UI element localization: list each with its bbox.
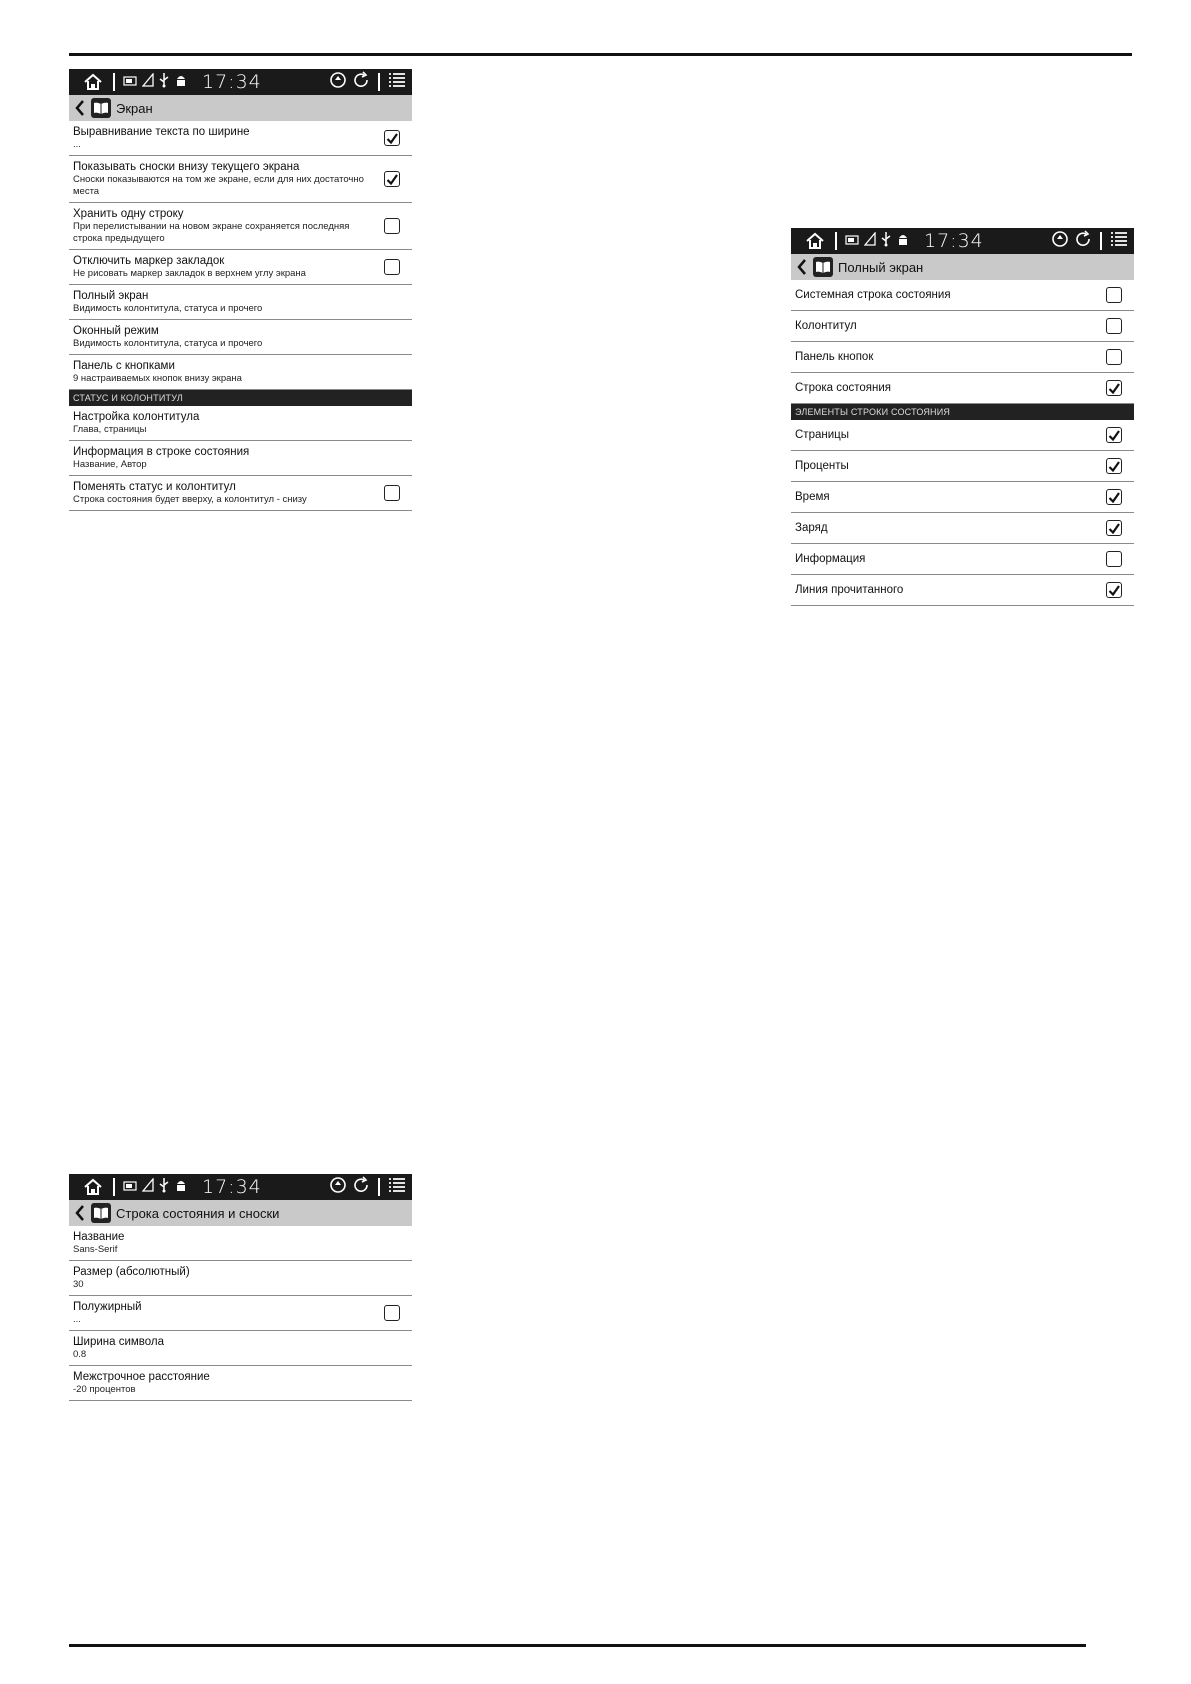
checkbox-checked[interactable] <box>1106 380 1122 396</box>
settings-row[interactable] <box>791 280 1134 311</box>
settings-row[interactable] <box>69 1261 412 1296</box>
checkbox-unchecked[interactable] <box>384 485 400 501</box>
settings-row[interactable] <box>791 311 1134 342</box>
checkbox-unchecked[interactable] <box>1106 349 1122 365</box>
page-bottom-rule <box>69 1644 1086 1647</box>
row-subtitle: Не рисовать маркер закладок в верхнем углу экрана <box>73 268 306 279</box>
row-subtitle: -20 процентов <box>73 1384 136 1395</box>
section-header: СТАТУС И КОЛОНТИТУЛ <box>69 390 412 406</box>
checkbox-unchecked[interactable] <box>1106 318 1122 334</box>
row-subtitle: 30 <box>73 1279 84 1290</box>
book-icon <box>813 257 833 277</box>
page-title: Строка состояния и сноски <box>116 1205 280 1221</box>
row-title: Проценты <box>795 460 849 472</box>
row-title: Страницы <box>795 429 849 441</box>
row-title: Выравнивание текста по ширине <box>73 126 250 138</box>
row-text <box>73 254 376 280</box>
row-text <box>795 288 1098 302</box>
chevron-left-icon[interactable] <box>75 1204 87 1222</box>
android-debug-icon <box>174 1178 188 1197</box>
row-text <box>795 552 1098 566</box>
page-title: Экран <box>116 100 153 116</box>
row-subtitle: Строка состояния будет вверху, а колонтитул - снизу <box>73 494 307 505</box>
row-text <box>73 1335 412 1361</box>
row-subtitle: Название, Автор <box>73 459 147 470</box>
row-subtitle: Sans-Serif <box>73 1244 118 1255</box>
row-subtitle: ... <box>73 1314 81 1325</box>
settings-row[interactable] <box>791 420 1134 451</box>
sd-card-icon <box>123 1178 137 1196</box>
android-debug-icon <box>896 232 910 251</box>
settings-row[interactable] <box>69 285 412 320</box>
refresh-icon[interactable] <box>352 1176 370 1199</box>
settings-row[interactable] <box>69 1366 412 1401</box>
system-status-bar <box>69 69 412 95</box>
checkbox-checked[interactable] <box>1106 489 1122 505</box>
screen-title-bar <box>69 95 412 121</box>
status-time: 17:34 <box>202 71 262 93</box>
checkbox-unchecked[interactable] <box>384 259 400 275</box>
row-text <box>73 1265 412 1291</box>
checkbox-unchecked[interactable] <box>1106 551 1122 567</box>
row-title: Полный экран <box>73 290 149 302</box>
settings-row[interactable] <box>69 1296 412 1331</box>
row-title: Межстрочное расстояние <box>73 1371 210 1383</box>
row-text <box>73 480 376 506</box>
settings-row[interactable] <box>791 575 1134 606</box>
row-text <box>73 359 412 385</box>
row-title: Ширина символа <box>73 1336 165 1348</box>
row-text <box>73 125 376 151</box>
page-title: Полный экран <box>838 259 924 275</box>
status-separator <box>1100 232 1102 250</box>
row-text <box>795 428 1098 442</box>
settings-row[interactable] <box>791 544 1134 575</box>
row-text <box>795 583 1098 597</box>
status-time: 17:34 <box>202 1176 262 1198</box>
checkbox-checked[interactable] <box>1106 582 1122 598</box>
row-title: Заряд <box>795 522 828 534</box>
usb-icon <box>159 1177 169 1198</box>
row-title: Размер (абсолютный) <box>73 1266 190 1278</box>
checkbox-checked[interactable] <box>1106 458 1122 474</box>
settings-row[interactable] <box>791 373 1134 404</box>
screen-fullscreen-settings <box>791 228 1134 606</box>
row-title: Настройка колонтитула <box>73 411 200 423</box>
refresh-icon[interactable] <box>352 71 370 94</box>
row-text <box>73 1370 412 1396</box>
rotate-lock-icon[interactable] <box>1051 230 1069 253</box>
row-title: Отключить маркер закладок <box>73 255 225 267</box>
signal-icon <box>864 232 876 251</box>
row-title: Время <box>795 491 830 503</box>
row-title: Строка состояния <box>795 382 892 394</box>
settings-row[interactable] <box>69 355 412 390</box>
status-separator <box>113 73 115 91</box>
settings-row[interactable] <box>791 482 1134 513</box>
refresh-icon[interactable] <box>1074 230 1092 253</box>
row-subtitle: 0.8 <box>73 1349 87 1360</box>
chevron-left-icon[interactable] <box>797 258 809 276</box>
row-text <box>795 490 1098 504</box>
settings-row[interactable] <box>791 342 1134 373</box>
status-separator <box>378 1178 380 1196</box>
settings-row[interactable] <box>69 250 412 285</box>
rotate-lock-icon[interactable] <box>329 1176 347 1199</box>
checkbox-checked[interactable] <box>384 130 400 146</box>
screen-title-bar <box>69 1200 412 1226</box>
section-header: ЭЛЕМЕНТЫ СТРОКИ СОСТОЯНИЯ <box>791 404 1134 420</box>
settings-row[interactable] <box>69 476 412 511</box>
usb-icon <box>881 231 891 252</box>
row-title: Полужирный <box>73 1301 142 1313</box>
status-separator <box>113 1178 115 1196</box>
page-top-rule <box>69 53 1132 56</box>
row-title: Показывать сноски внизу текущего экрана <box>73 161 300 173</box>
checkbox-unchecked[interactable] <box>1106 287 1122 303</box>
row-text <box>795 350 1098 364</box>
android-debug-icon <box>174 73 188 92</box>
row-title: Линия прочитанного <box>795 584 904 596</box>
row-title: Название <box>73 1231 125 1243</box>
row-text <box>73 324 412 350</box>
settings-row[interactable] <box>69 121 412 156</box>
settings-row[interactable] <box>69 203 412 250</box>
rotate-lock-icon[interactable] <box>329 71 347 94</box>
system-status-bar <box>791 228 1134 254</box>
row-subtitle: Глава, страницы <box>73 424 147 435</box>
screen-title-bar <box>791 254 1134 280</box>
settings-row[interactable] <box>791 451 1134 482</box>
row-text <box>73 445 412 471</box>
row-subtitle: При перелистывании на новом экране сохраняется последняя строка предыдущего <box>73 221 350 244</box>
row-text <box>73 207 376 245</box>
checkbox-unchecked[interactable] <box>384 1305 400 1321</box>
row-title: Панель с кнопками <box>73 360 175 372</box>
home-icon[interactable] <box>83 72 103 92</box>
row-text <box>795 459 1098 473</box>
usb-icon <box>159 72 169 93</box>
home-icon[interactable] <box>805 231 825 251</box>
settings-row[interactable] <box>69 156 412 203</box>
settings-row[interactable] <box>69 320 412 355</box>
row-subtitle: Видимость колонтитула, статуса и прочего <box>73 303 263 314</box>
menu-icon[interactable] <box>388 1177 406 1198</box>
system-status-bar <box>69 1174 412 1200</box>
row-title: Системная строка состояния <box>795 289 951 301</box>
signal-icon <box>142 73 154 92</box>
row-subtitle: ... <box>73 139 81 150</box>
checkbox-checked[interactable] <box>1106 520 1122 536</box>
settings-row[interactable] <box>69 1331 412 1366</box>
settings-row[interactable] <box>69 406 412 441</box>
row-subtitle: Сноски показываются на том же экране, если для них достаточно места <box>73 174 364 197</box>
sd-card-icon <box>123 73 137 91</box>
checkbox-unchecked[interactable] <box>384 218 400 234</box>
screen-status-footnotes-settings <box>69 1174 412 1401</box>
row-title: Хранить одну строку <box>73 208 184 220</box>
row-title: Колонтитул <box>795 320 857 332</box>
status-separator <box>835 232 837 250</box>
row-text <box>795 381 1098 395</box>
screen-display-settings <box>69 69 412 511</box>
row-title: Оконный режим <box>73 325 159 337</box>
menu-icon[interactable] <box>388 72 406 93</box>
row-subtitle: 9 настраиваемых кнопок внизу экрана <box>73 373 242 384</box>
book-icon <box>91 1203 111 1223</box>
checkbox-checked[interactable] <box>384 171 400 187</box>
menu-icon[interactable] <box>1110 231 1128 252</box>
status-time: 17:34 <box>924 230 984 252</box>
settings-row[interactable] <box>791 513 1134 544</box>
signal-icon <box>142 1178 154 1197</box>
row-title: Информация <box>795 553 866 565</box>
row-title: Поменять статус и колонтитул <box>73 481 236 493</box>
book-icon <box>91 98 111 118</box>
settings-row[interactable] <box>69 1226 412 1261</box>
row-title: Информация в строке состояния <box>73 446 250 458</box>
sd-card-icon <box>845 232 859 250</box>
row-text <box>795 521 1098 535</box>
row-subtitle: Видимость колонтитула, статуса и прочего <box>73 338 263 349</box>
status-separator <box>378 73 380 91</box>
row-title: Панель кнопок <box>795 351 874 363</box>
row-text <box>73 289 412 315</box>
row-text <box>73 1300 376 1326</box>
row-text <box>73 410 412 436</box>
settings-row[interactable] <box>69 441 412 476</box>
chevron-left-icon[interactable] <box>75 99 87 117</box>
home-icon[interactable] <box>83 1177 103 1197</box>
row-text <box>795 319 1098 333</box>
checkbox-checked[interactable] <box>1106 427 1122 443</box>
row-text <box>73 160 376 198</box>
row-text <box>73 1230 412 1256</box>
